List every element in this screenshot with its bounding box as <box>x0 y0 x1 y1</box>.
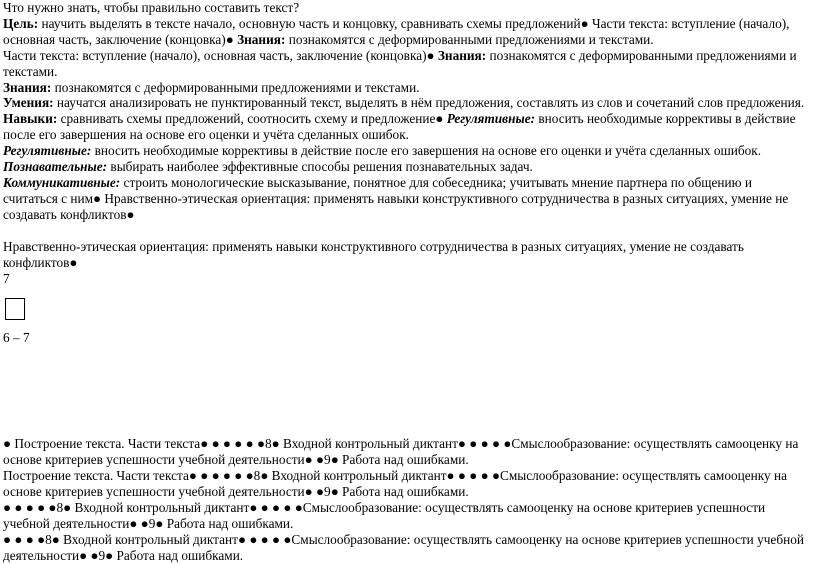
knowledge-text-2: познакомятся с деформированными предложениями и текстами. <box>3 47 797 79</box>
habits-paragraph <box>3 111 809 143</box>
cognitive-label: Познавательные: <box>3 159 108 175</box>
topic-paragraph-4: ● ● ● ●8● Входной контрольный диктант● ● ● ● ●Смыслообразование: осуществлять самооценку на основе критериев успешности учебной деятельности● ●9● Работа над ошибками. <box>3 531 804 563</box>
empty-checkbox-frame <box>5 298 25 320</box>
habits-label: Навыки: <box>3 111 58 127</box>
knowledge-text-3: познакомятся с деформированными предложениями и текстами. <box>51 79 420 95</box>
skills-label: Умения: <box>3 95 54 111</box>
knowledge-label-2: Знания: <box>437 47 487 63</box>
topic-paragraph-3: ● ● ● ● ●8● Входной контрольный диктант● ● ● ● ●Смыслообразование: осуществлять самооценку на основе критериев успешности учебной деятельности● ●9● Работа над ошибками. <box>3 499 766 531</box>
spacer-large <box>3 346 809 436</box>
habits-text: сравнивать схемы предложений, соотносить схему и предложение● <box>57 111 447 127</box>
regulative-text: вносить необходимые коррективы в действие после его завершения на основе его оценки и учёта сделанных ошибок. <box>3 111 796 143</box>
topic-paragraph-1: ● Построение текста. Части текста● ● ● ● ● ●8● Входной контрольный диктант● ● ● ● ●Смыслообразование: осуществлять самооценку на основе критериев успешности учебной деятельности● ●9● Работа над ошибками. <box>3 436 799 468</box>
regulative-text-2: вносить необходимые коррективы в действие после его завершения на основе его оценки и учёта сделанных ошибок. <box>91 143 762 159</box>
skills-text: научатся анализировать не пунктированный текст, выделять в нём предложения, составлять из слов и сочетаний слов предложения. <box>53 95 805 111</box>
knowledge-label-3: Знания: <box>3 79 52 95</box>
document-page <box>3 0 809 564</box>
cognitive-paragraph <box>3 159 809 175</box>
topic-paragraph-2: Построение текста. Части текста● ● ● ● ● ●8● Входной контрольный диктант● ● ● ● ●Смыслообразование: осуществлять самооценку на основе критериев успешности учебной деятельности● ●9● Работа над ошибками. <box>3 468 788 500</box>
goal-paragraph <box>3 16 809 48</box>
cognitive-text: выбирать наиболее эффективные способы решения познавательных задач. <box>107 159 533 175</box>
ethics-paragraph: Нравственно-этическая ориентация: применять навыки конструктивного сотрудничества в разных ситуациях, умение не создавать конфликтов● <box>3 238 744 270</box>
communicative-label: Коммуникативные: <box>3 174 121 190</box>
communicative-text: строить монологические высказывание, понятное для собеседника; учитывать мнение партнера по общению и считаться с ним● Нравственно-этическая ориентация: применять навыки конструктивного сотрудничества в разных ситуациях, умение не создавать конфликтов● <box>3 174 789 222</box>
spacer <box>3 223 809 239</box>
goal-label: Цель: <box>3 15 39 31</box>
knowledge-paragraph <box>3 80 809 96</box>
goal-text: научить выделять в тексте начало, основную часть и концовку, сравнивать схемы предложений● Части текста: вступление (начало), основная часть, заключение (концовка)● <box>3 15 790 47</box>
lesson-number: 7 <box>3 270 10 286</box>
knowledge-label: Знания: <box>237 31 286 47</box>
regulative-label: Регулятивные: <box>446 111 536 127</box>
regulative-paragraph <box>3 143 809 159</box>
question-line: Что нужно знать, чтобы правильно составить текст? <box>3 0 300 15</box>
skills-paragraph <box>3 95 809 111</box>
text-parts-paragraph <box>3 48 809 80</box>
knowledge-text: познакомятся с деформированными предложениями и текстами. <box>285 31 654 47</box>
text-parts-text: Части текста: вступление (начало), основная часть, заключение (концовка)● <box>3 47 438 63</box>
lesson-range: 6 – 7 <box>3 330 30 346</box>
communicative-paragraph <box>3 175 809 223</box>
regulative-label-2: Регулятивные: <box>3 143 92 159</box>
